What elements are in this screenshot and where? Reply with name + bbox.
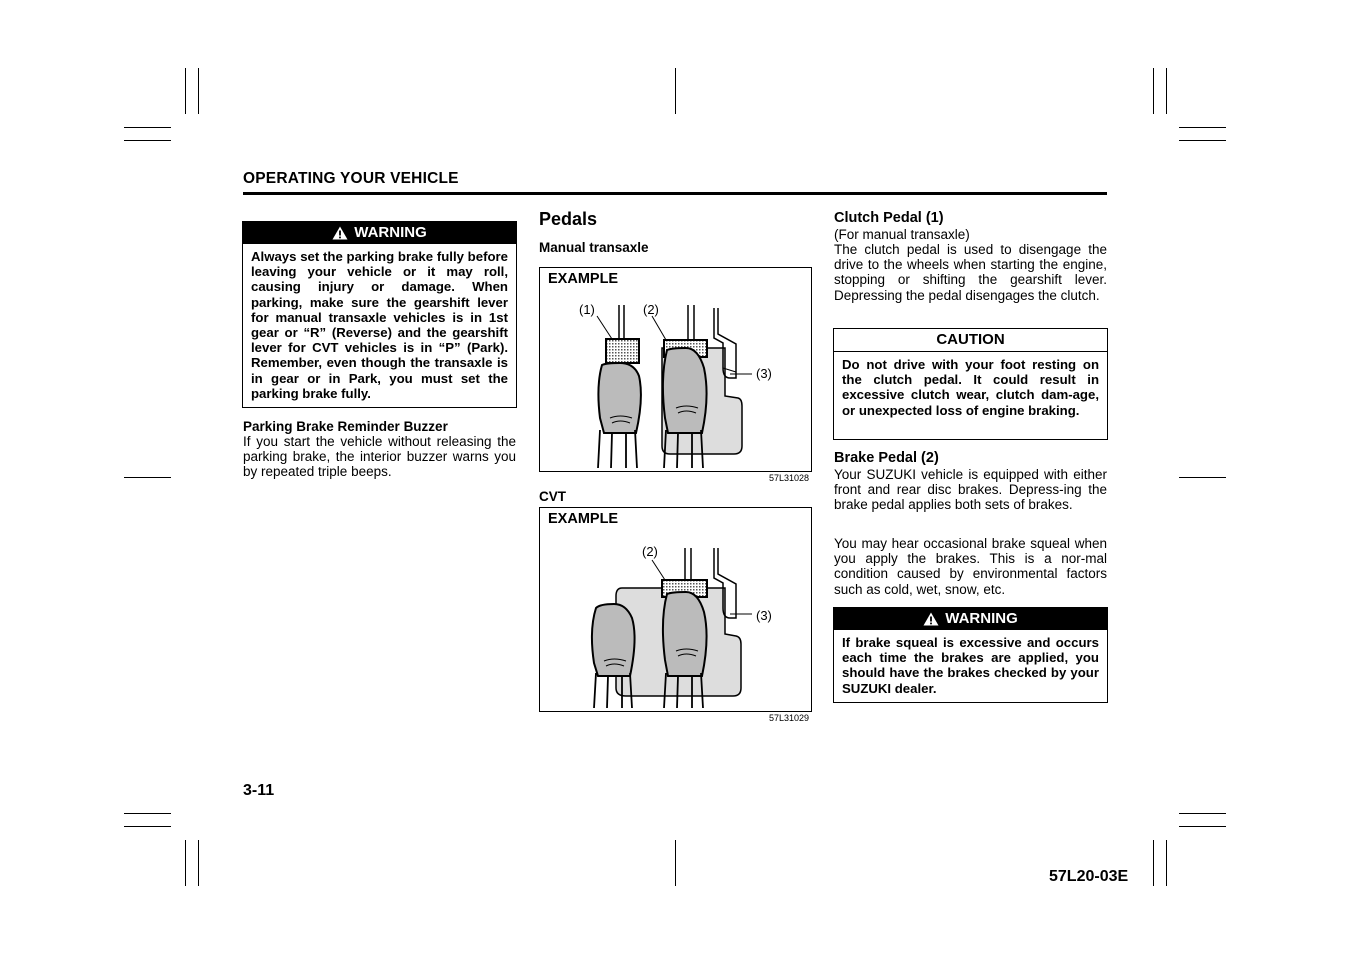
cvt-label: CVT: [539, 489, 566, 504]
warning-label: WARNING: [354, 224, 427, 241]
cvt-pedals-illustration: [540, 508, 811, 711]
warning-box-brake: [833, 607, 1108, 703]
buzzer-title: Parking Brake Reminder Buzzer: [243, 419, 448, 434]
figure-example-label: EXAMPLE: [548, 511, 619, 527]
brake-text-2: You may hear occasional brake squeal when you apply the brakes. This is a nor-mal condition caused by environmental factors such as cold, wet, snow, etc.: [834, 536, 1107, 597]
callout-2: (2): [642, 544, 658, 559]
figure-code-2: 57L31029: [769, 713, 810, 723]
figure-manual-pedals: [539, 267, 812, 472]
manual-pedals-illustration: [540, 268, 811, 471]
page-number: 3-11: [243, 782, 275, 799]
pedals-title: Pedals: [539, 209, 598, 229]
warning-triangle-icon: [332, 226, 348, 240]
callout-2: (2): [643, 302, 659, 317]
brake-text-1: Your SUZUKI vehicle is equipped with either front and rear disc brakes. Depress-ing the brake pedal applies both sets of brakes.: [834, 467, 1107, 513]
callout-3: (3): [756, 608, 772, 623]
caution-box-clutch: [833, 328, 1108, 440]
document-code: 57L20-03E: [1049, 868, 1129, 885]
caution-text: Do not drive with your foot resting on the clutch pedal. It could result in excessive clutch wear, clutch dam-age, or unexpected loss of engine braking.: [842, 357, 1099, 418]
warning-text: Always set the parking brake fully before leaving your vehicle or it may roll, causing injury or damage. When parking, make sure the gearshift lever for manual transaxle vehicles is in 1st gear or “R” (Reverse) and the gearshift lever for CVT vehicles is in “P” (Park). Remember, even though the transaxle is in gear or in Park, you must set the parking brake fully.: [251, 249, 508, 401]
warning-box-parking: [242, 221, 517, 408]
clutch-note: (For manual transaxle): [834, 227, 970, 242]
section-header: OPERATING YOUR VEHICLE: [243, 170, 459, 187]
header-rule: [243, 192, 1107, 195]
clutch-text: The clutch pedal is used to disengage the drive to the wheels when starting the engine, stopping or shifting the gearshift lever. Depressing the pedal disengages the clutch.: [834, 242, 1107, 303]
manual-transaxle-label: Manual transaxle: [539, 240, 649, 255]
figure-code-1: 57L31028: [769, 473, 810, 483]
buzzer-text: If you start the vehicle without releasing the parking brake, the interior buzzer warns you by repeated triple beeps.: [243, 434, 516, 480]
warning-header: [243, 222, 516, 244]
warning-header: [834, 608, 1107, 630]
figure-example-label: EXAMPLE: [548, 271, 619, 287]
warning-text: If brake squeal is excessive and occurs each time the brakes are applied, you should have the brakes checked by your SUZUKI dealer.: [842, 635, 1099, 696]
figure-cvt-pedals: [539, 507, 812, 712]
callout-1: (1): [579, 302, 595, 317]
brake-title: Brake Pedal (2): [834, 450, 939, 466]
warning-label: WARNING: [945, 610, 1018, 627]
clutch-title: Clutch Pedal (1): [834, 210, 944, 226]
warning-triangle-icon: [923, 612, 939, 626]
callout-3: (3): [756, 366, 772, 381]
caution-label: CAUTION: [834, 329, 1107, 352]
